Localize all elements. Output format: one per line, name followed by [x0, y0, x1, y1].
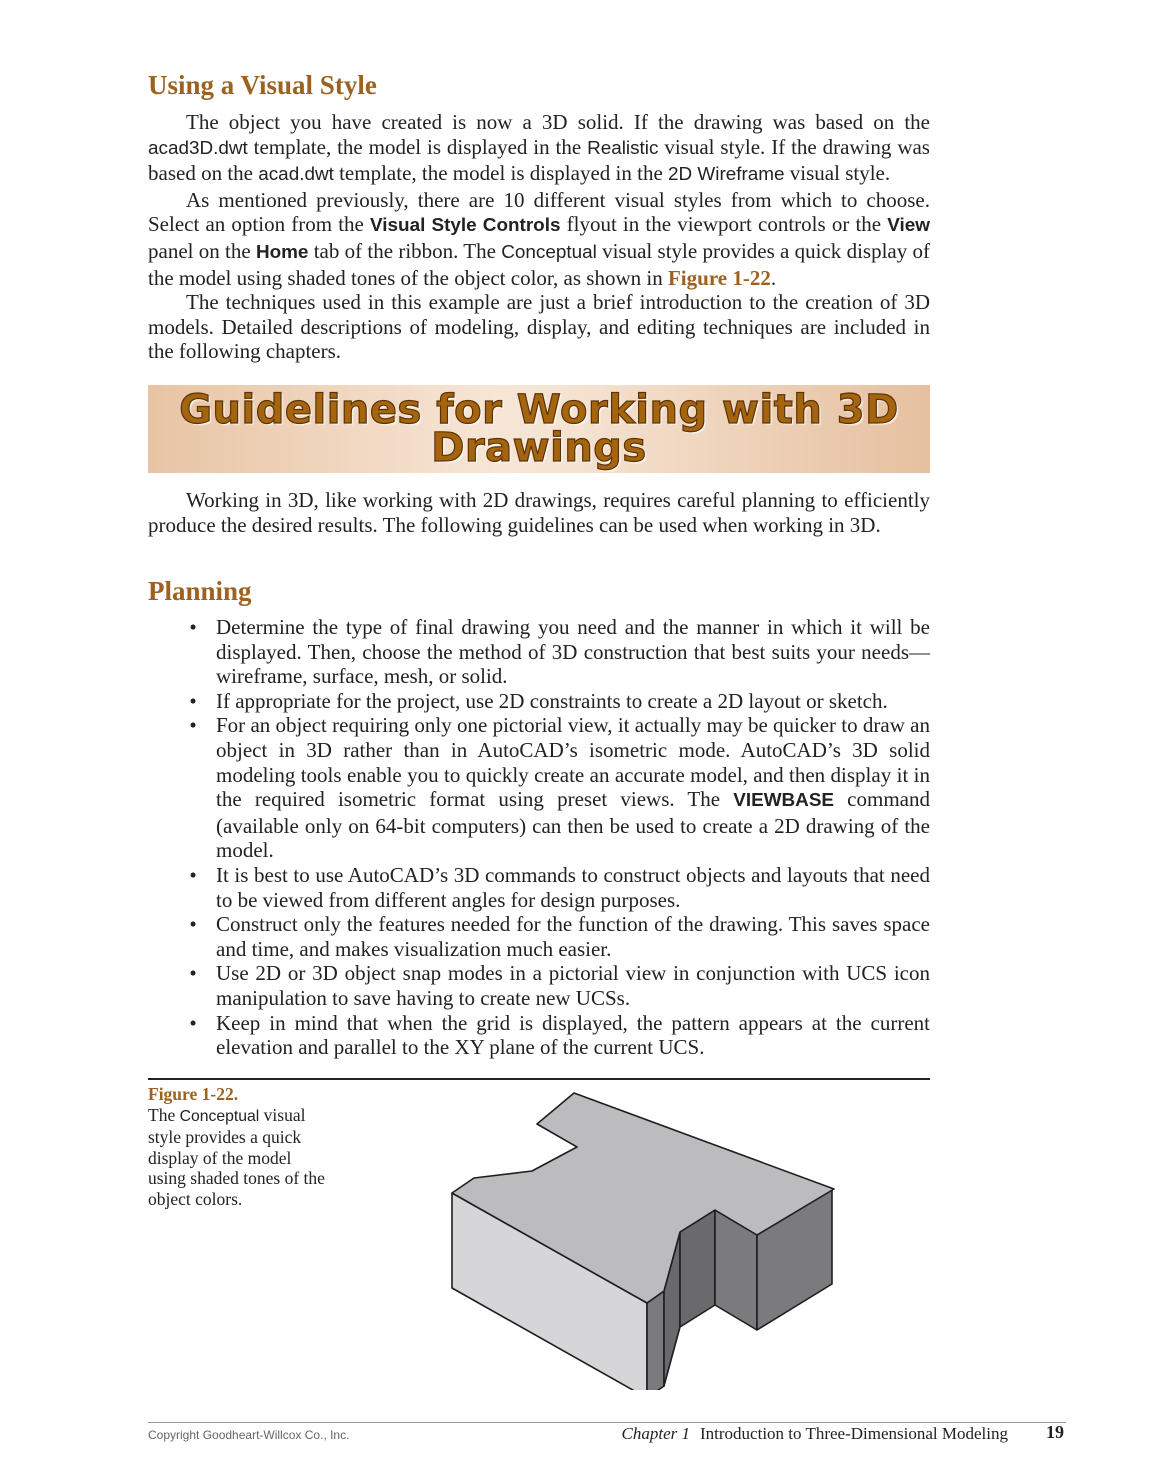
- paragraph: The object you have created is now a 3D solid. If the drawing was based on the acad3D.dwt template, the model is displayed in the Realistic visual style. If the drawing was based on the acad.dwt template, the model is displayed in the 2D Wireframe visual style.: [148, 110, 930, 186]
- figure-label: Figure 1-22.: [148, 1084, 239, 1104]
- list-item: • If appropriate for the project, use 2D constraints to create a 2D layout or sketch.: [148, 689, 930, 714]
- bullet-icon: •: [189, 862, 197, 887]
- template-filename: acad3D.dwt: [148, 137, 248, 159]
- command-name: VIEWBASE: [733, 790, 835, 812]
- figure-top-rule: [148, 1078, 930, 1080]
- list-item: • For an object requiring only one pictorial view, it actually may be quicker to draw an object in 3D rather than in AutoCAD’s isometric mode. AutoCAD’s 3D solid modeling tools enable you to quickly create an accurate model, and then display it in the required isometric format using preset views. The VIEWBASE command (available only on 64-bit computers) can then be used to create a 2D drawing of the model.: [148, 713, 930, 863]
- copyright-notice: Copyright Goodheart-Willcox Co., Inc.: [148, 1428, 350, 1442]
- visual-style-name: Conceptual: [501, 241, 597, 263]
- section-banner: [148, 385, 930, 473]
- ui-tab-name: Home: [255, 241, 309, 263]
- page-number: 19: [1046, 1422, 1064, 1442]
- guidelines-intro: [148, 488, 930, 537]
- model-front-face: [647, 1291, 664, 1390]
- visual-style-name: Realistic: [587, 137, 659, 159]
- paragraph: The techniques used in this example are just a brief introduction to the creation of 3D models. Detailed descriptions of modeling, display, and editing techniques are included in the following chapters.: [148, 290, 930, 364]
- paragraph: Working in 3D, like working with 2D drawings, requires careful planning to efficiently produce the desired results. The following guidelines can be used when working in 3D.: [148, 488, 930, 537]
- running-head: [622, 1424, 1008, 1444]
- figure-caption: Figure 1-22. The Conceptual visual style provides a quick display of the model using shaded tones of the object colors.: [148, 1084, 333, 1210]
- chapter-label: Chapter 1: [621, 1424, 691, 1443]
- visual-style-name: 2D Wireframe: [668, 164, 785, 186]
- template-filename: acad.dwt: [258, 164, 334, 186]
- banner-title: Guidelines for Working with 3D Drawings: [179, 387, 899, 471]
- list-item: • Keep in mind that when the grid is displayed, the pattern appears at the current elevation and parallel to the XY plane of the current UCS.: [148, 1011, 930, 1060]
- bullet-icon: •: [189, 912, 197, 937]
- footer-rule: [148, 1422, 1066, 1423]
- bullet-icon: •: [189, 688, 197, 713]
- section-heading-visual-style: Using a Visual Style: [148, 70, 377, 100]
- section-heading-planning: Planning: [148, 576, 252, 606]
- paragraph: As mentioned previously, there are 10 different visual styles from which to choose. Select an option from the Visual Style Controls flyout in the viewport controls or the View panel on the Home tab of the ribbon. The Conceptual visual style provides a quick display of the model using shaded tones of the object color, as shown in Figure 1-22.: [148, 187, 930, 290]
- bullet-icon: •: [189, 615, 197, 639]
- visual-style-body: [148, 110, 930, 364]
- list-item: • Use 2D or 3D object snap modes in a pictorial view in conjunction with UCS icon manipulation to save having to create new UCSs.: [148, 961, 930, 1010]
- ui-panel-name: View: [887, 215, 930, 237]
- list-item: • Determine the type of final drawing you need and the manner in which it will be displayed. Then, choose the method of 3D construction that best suits your needs—wireframe, surface, mesh, or solid.: [148, 615, 930, 689]
- list-item: • It is best to use AutoCAD’s 3D commands to construct objects and layouts that need to be viewed from different angles for design purposes.: [148, 863, 930, 912]
- chapter-title: Introduction to Three-Dimensional Modeling: [700, 1424, 1008, 1443]
- bullet-icon: •: [189, 713, 197, 738]
- list-item: • Construct only the features needed for the function of the drawing. This saves space and time, and makes visualization much easier.: [148, 912, 930, 961]
- visual-style-name: Conceptual: [179, 1107, 260, 1125]
- conceptual-model-illustration: [440, 1090, 840, 1390]
- ui-control-name: Visual Style Controls: [370, 215, 561, 237]
- bullet-icon: •: [189, 1010, 197, 1035]
- planning-bullet-list: [148, 615, 930, 1060]
- figure-reference-link[interactable]: Figure 1-22: [667, 265, 771, 290]
- bullet-icon: •: [189, 961, 197, 986]
